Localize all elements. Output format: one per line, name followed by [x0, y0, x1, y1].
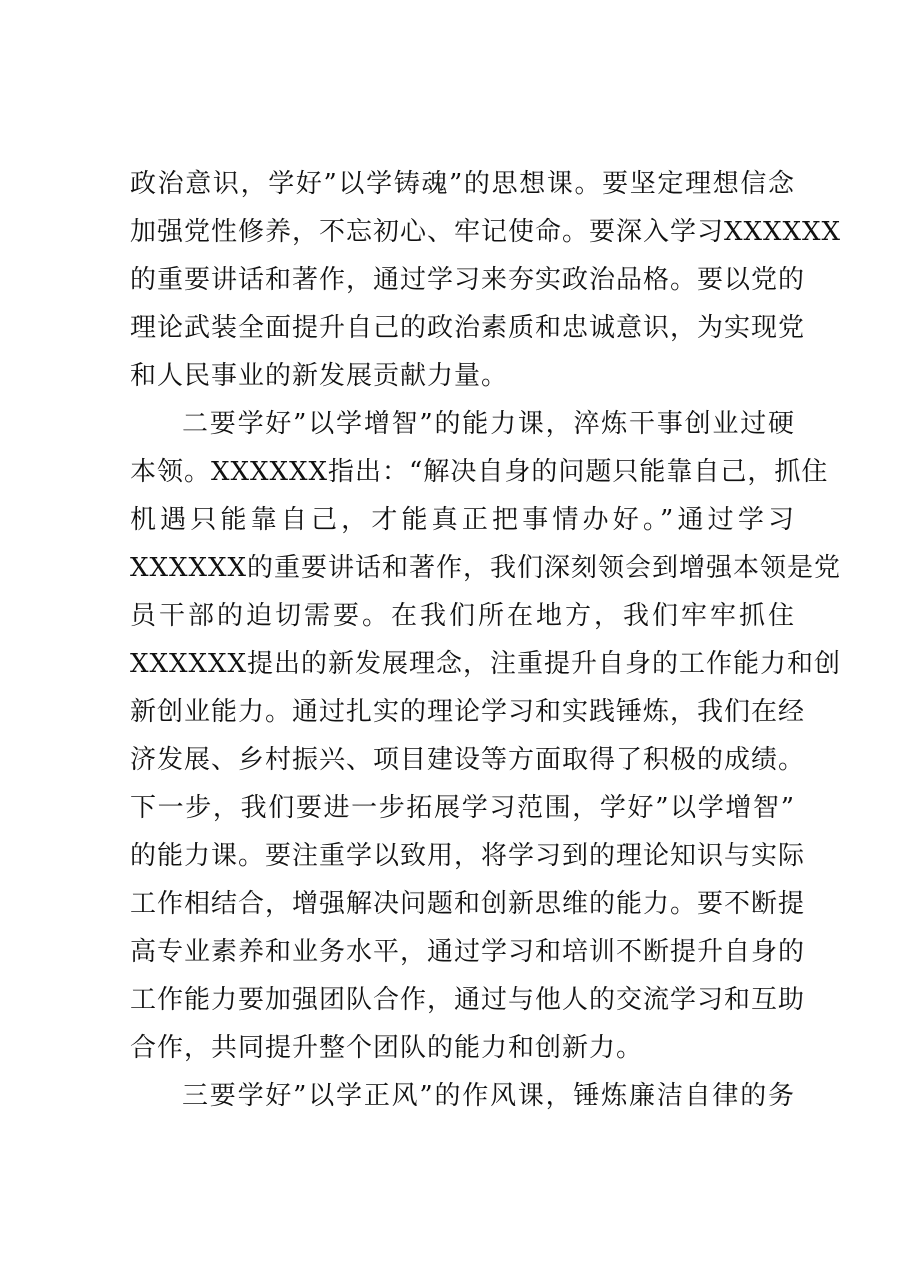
text-line: 济发展、乡村振兴、项目建设等方面取得了积极的成绩。: [130, 745, 806, 775]
paragraph-political-awareness: [130, 160, 842, 400]
text-line: 机遇只能靠自己，才能真正把事情办好。”通过学习: [130, 505, 795, 535]
text-line: 加强党性修养，不忘初心、牢记使命。要深入学习XXXXXX: [130, 217, 842, 247]
text-line: 理论武装全面提升自己的政治素质和忠诚意识，为实现党: [130, 313, 806, 343]
text-line: 工作能力要加强团队合作，通过与他人的交流学习和互助: [130, 985, 806, 1015]
text-line: XXXXXX的重要讲话和著作，我们深刻领会到增强本领是党: [130, 553, 842, 583]
text-line: 本领。XXXXXX指出：“解决自身的问题只能靠自己，抓住: [130, 457, 829, 487]
text-line: 的能力课。要注重学以致用，将学习到的理论知识与实际: [130, 841, 806, 871]
text-line: 和人民事业的新发展贡献力量。: [130, 361, 509, 391]
document-body: [130, 160, 842, 1120]
text-line: 政治意识，学好”以学铸魂”的思想课。要坚定理想信念: [130, 169, 795, 199]
text-line: 二要学好”以学增智”的能力课，淬炼干事创业过硬: [182, 409, 795, 439]
text-line: 新创业能力。通过扎实的理论学习和实践锤炼，我们在经: [130, 697, 806, 727]
text-line: 合作，共同提升整个团队的能力和创新力。: [130, 1033, 644, 1063]
paragraph-work-style-course: [130, 1072, 795, 1120]
text-line: 下一步，我们要进一步拓展学习范围，学好”以学增智”: [130, 793, 795, 823]
text-line: 工作相结合，增强解决问题和创新思维的能力。要不断提: [130, 889, 806, 919]
text-line: 的重要讲话和著作，通过学习来夯实政治品格。要以党的: [130, 265, 806, 295]
text-line: 高专业素养和业务水平，通过学习和培训不断提升自身的: [130, 937, 806, 967]
text-line: 三要学好”以学正风”的作风课，锤炼廉洁自律的务: [182, 1081, 795, 1111]
text-line: 员干部的迫切需要。在我们所在地方，我们牢牢抓住: [130, 601, 795, 631]
text-line: XXXXXX提出的新发展理念，注重提升自身的工作能力和创: [130, 649, 842, 679]
paragraph-ability-course: [130, 400, 842, 1072]
